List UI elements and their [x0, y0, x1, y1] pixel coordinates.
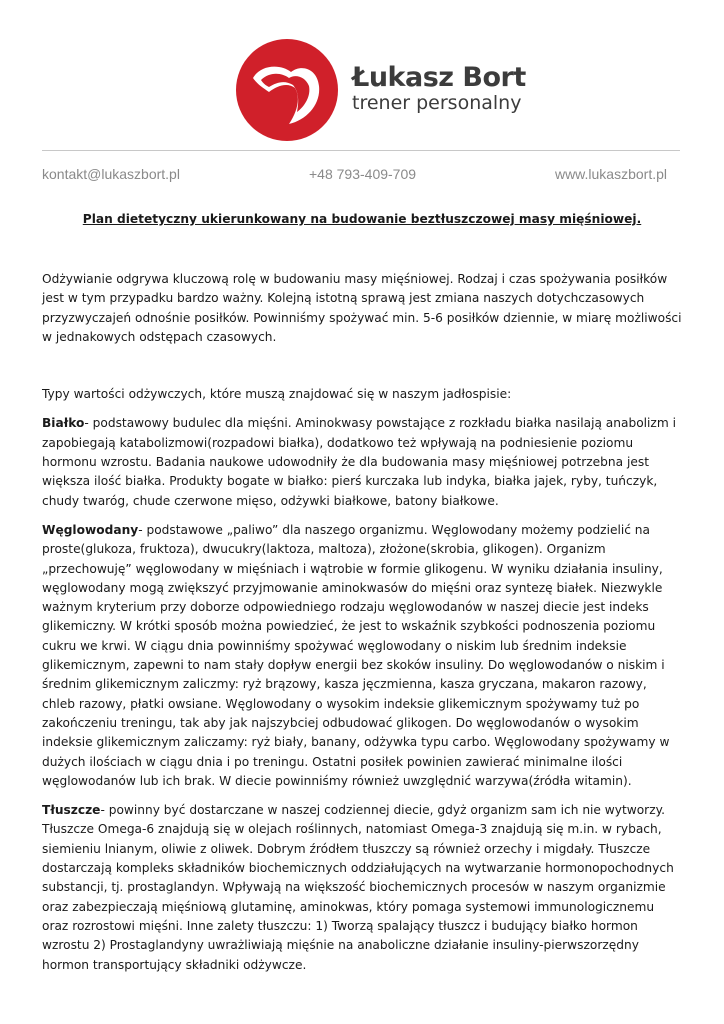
- section-term: Węglowodany: [42, 522, 139, 537]
- logo-icon: [235, 38, 339, 142]
- contact-email[interactable]: kontakt@lukaszbort.pl: [42, 166, 180, 182]
- header-divider: [42, 150, 680, 151]
- document-title: Plan dietetyczny ukierunkowany na budowanie beztłuszczowej masy mięśniowej.: [82, 212, 642, 226]
- section-text: - podstawowy budulec dla mięśni. Aminokwasy powstające z rozkładu białka nasilają anabolizm i zapobiegają katabolizmowi(rozpadowi białka), dodatkowo też wpływają na podniesienie poziomu hormonu wzrostu. Badania naukowe udowodniły że dla budowania masy mięśniowej potrzebna jest większa ilość białka. Produkty bogate w białko: pierś kurczaka lub indyka, białka jajek, ryby, tuńczyk, chudy twaróg, chude czerwone mięso, odżywki białkowe, batony białkowe.: [42, 416, 676, 508]
- nutrient-types-heading: Typy wartości odżywczych, które muszą znajdować się w naszym jadłospisie:: [42, 387, 512, 402]
- section-carbohydrates: [42, 521, 682, 791]
- section-protein: [42, 414, 682, 510]
- section-fats: [42, 801, 682, 975]
- letterhead: [0, 0, 724, 150]
- intro-paragraph: Odżywianie odgrywa kluczową rolę w budowaniu masy mięśniowej. Rodzaj i czas spożywania posiłków jest w tym przypadku bardzo ważny. Kolejną istotną sprawą jest zmiana naszych dotychczasowych przyzwyczajeń odnośnie posiłków. Powinniśmy spożywać min. 5-6 posiłków dziennie, w miarę możliwości w jednakowych odstępach czasowych.: [42, 272, 682, 344]
- section-text: - powinny być dostarczane w naszej codziennej diecie, gdyż organizm sam ich nie wytworzy. Tłuszcze Omega-6 znajdują się w olejach roślinnych, natomiast Omega-3 znajdują się m.in. w rybach, siemieniu lnianym, oliwie z oliwek. Dobrym źródłem tłuszczy są również orzechy i migdały. Tłuszcze dostarczają kompleks składników biochemicznych oddziałujących na wytwarzanie hormonopochodnych substancji, tj. prostaglandyn. Wpływają na większość biochemicznych procesów w naszym organizmie oraz zabezpieczają mięśniową glutaminę, aminokwas, który pomaga systemowi immunologicznemu oraz rozrostowi mięśni. Inne zalety tłuszczu: 1) Tworzą spalający tłuszcz i budujący białko hormon wzrostu 2) Prostaglandyny uwrażliwiają mięśnie na anaboliczne działanie insuliny-pierwszorzędny hormon transportujący składniki odżywcze.: [42, 803, 674, 972]
- contact-phone[interactable]: +48 793-409-709: [309, 166, 417, 182]
- section-term: Białko: [42, 416, 85, 431]
- brand-name: Łukasz Bort: [352, 62, 526, 93]
- brand-subtitle: trener personalny: [352, 92, 522, 114]
- section-term: Tłuszcze: [42, 803, 101, 818]
- contact-website[interactable]: www.lukaszbort.pl: [554, 166, 667, 182]
- document-body: [42, 270, 682, 985]
- section-text: - podstawowe „paliwo” dla naszego organizmu. Węglowodany możemy podzielić na proste(glukoza, fruktoza), dwucukry(laktoza, maltoza), złożone(skrobia, glikogen). Organizm „przechowuję” węglowodany w mięśniach i wątrobie w formie glikogenu. W wyniku działania insuliny, węglowodany mogą zwiększyć przyjmowanie aminokwasów do mięśni oraz syntezę białek. Niezwykle ważnym kryterium przy doborze odpowiedniego rodzaju węglowodanów w naszej diecie jest indeks glikemiczny. W krótki sposób można powiedzieć, że jest to wskaźnik szybkości podnoszenia poziomu cukru we krwi. W ciągu dnia powinniśmy spożywać węglowodany o niskim lub średnim indeksie glikemicznym, zapewni to nam stały dopływ energii bez skoków insuliny. Do węglowodanów o niskim i średnim glikemicznym zaliczmy: ryż brązowy, kasza jęczmienna, kasza gryczana, makaron razowy, chleb razowy, płatki owsiane. Węglowodany o wysokim indeksie glikemicznym spożywamy tuż po zakończeniu treningu, tak aby jak najszybciej odbudować glikogen. Do węglowodanów o wysokim indeksie glikemicznym zaliczamy: ryż biały, banany, odżywka typu carbo. Węglowodany spożywamy w dużych ilościach w ciągu dnia i po treningu. Ostatni posiłek powinien zawierać minimalne ilości węglowodanów lub ich brak. W diecie powinniśmy również uwzględnić warzywa(źródła witamin).: [42, 522, 670, 788]
